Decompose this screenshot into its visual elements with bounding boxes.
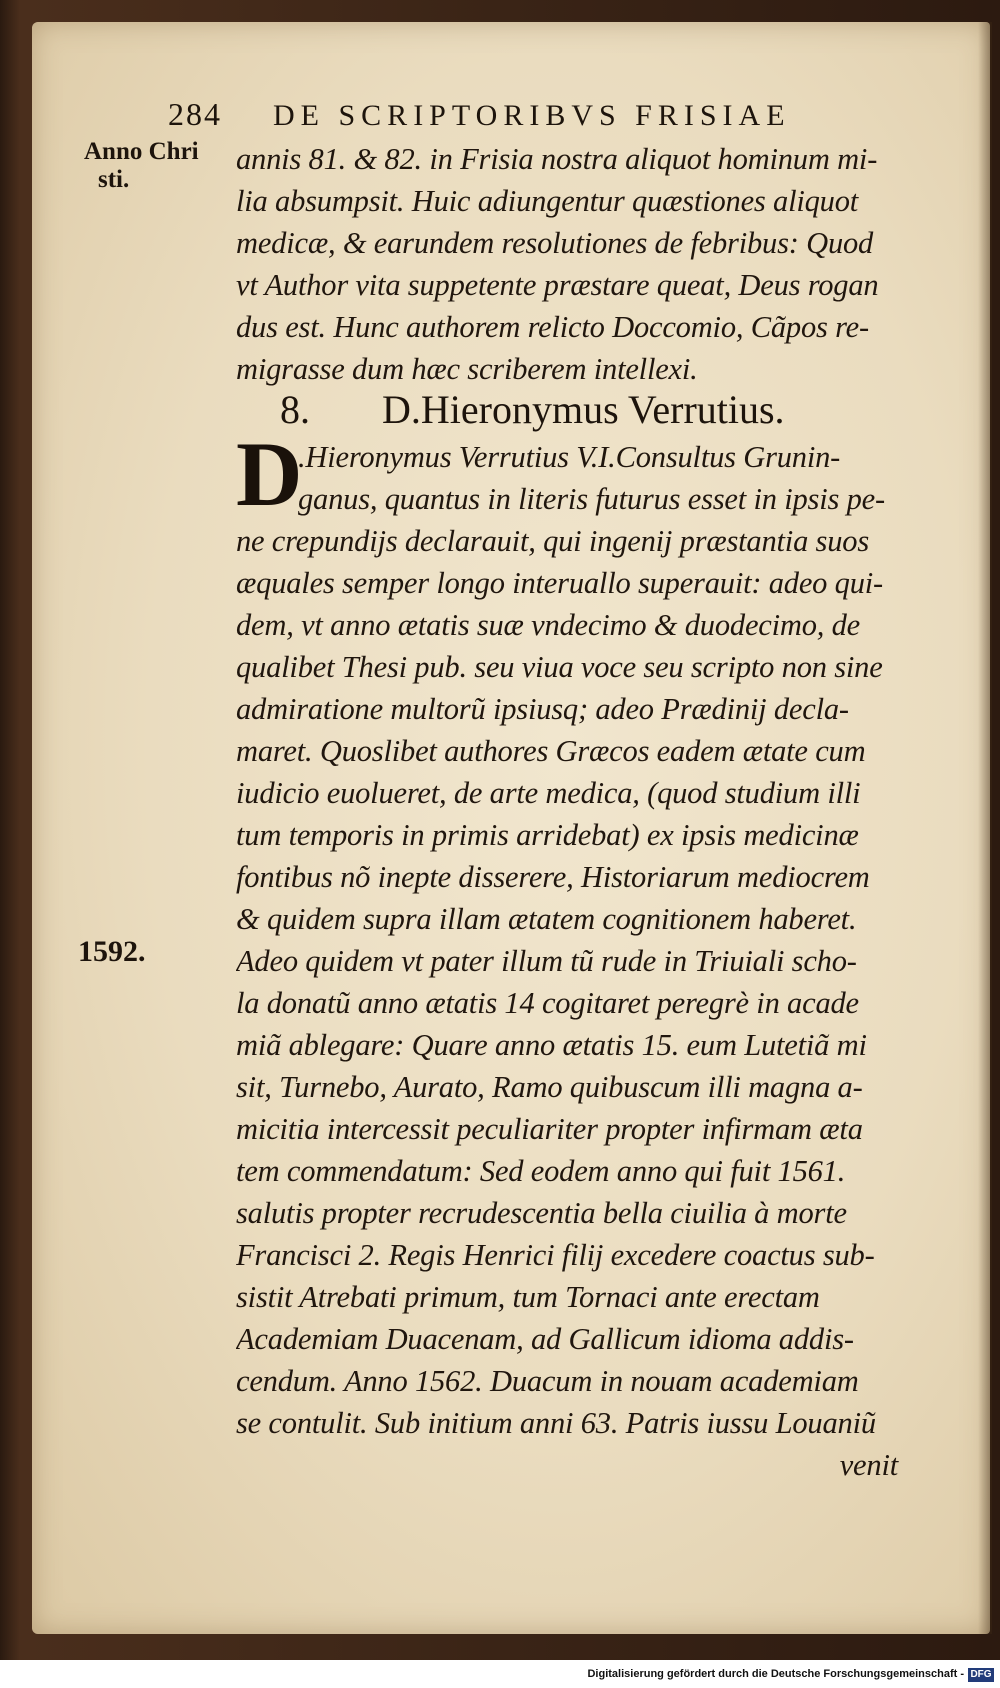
text-line: & quidem supra illam ætatem cognitionem haberet. [236, 902, 857, 936]
text-line: vt Author vita suppetente præstare queat, Deus rogan [236, 268, 879, 302]
text-line: Adeo quidem vt pater illum tũ rude in Triuiali scho- [236, 944, 857, 978]
text-line: la donatũ anno ætatis 14 cogitaret peregrè in acade [236, 986, 859, 1020]
text-line: ganus, quantus in literis futurus esset in ipsis pe- [298, 482, 885, 516]
page-number: 284 [168, 96, 222, 132]
marginal-note-year: 1592. [78, 935, 146, 968]
running-head [168, 96, 868, 133]
text-line: tum temporis in primis arridebat) ex ipsis medicinæ [236, 818, 859, 852]
text-line: annis 81. & 82. in Frisia nostra aliquot hominum mi- [236, 142, 878, 176]
text-line: migrasse dum hæc scriberem intellexi. [236, 352, 698, 386]
marginal-note-line: Anno Chri [84, 138, 199, 165]
paragraph-main [236, 436, 926, 1486]
section-title: D.Hieronymus Verrutius. [382, 387, 785, 432]
marginal-note-line: sti. [98, 166, 130, 193]
text-line: sit, Turnebo, Aurato, Ramo quibuscum illi magna a- [236, 1070, 863, 1104]
catchword: venit [839, 1448, 898, 1482]
text-line: Francisci 2. Regis Henrici filij excedere coactus sub- [236, 1238, 875, 1272]
text-line: tem commendatum: Sed eodem anno qui fuit 1561. [236, 1154, 846, 1188]
text-line: .Hieronymus Verrutius V.I.Consultus Grunin- [298, 440, 841, 474]
marginal-note-anno [84, 138, 214, 194]
text-line: qualibet Thesi pub. seu viua voce seu scripto non sine [236, 650, 883, 684]
section-heading [280, 386, 920, 434]
text-line: æquales semper longo interuallo superauit: adeo qui- [236, 566, 883, 600]
text-line: lia absumpsit. Huic adiungentur quæstiones aliquot [236, 184, 859, 218]
text-line: salutis propter recrudescentia bella ciuilia à morte [236, 1196, 847, 1230]
text-line: dus est. Hunc authorem relicto Doccomio, Cãpos re- [236, 310, 869, 344]
text-line: miã ablegare: Quare anno ætatis 15. eum Lutetiã mi [236, 1028, 867, 1062]
text-line: iudicio euolueret, de arte medica, (quod studium illi [236, 776, 861, 810]
drop-cap-initial: D [236, 423, 303, 525]
text-line: fontibus nõ inepte disserere, Historiarum mediocrem [236, 860, 870, 894]
section-number: 8. [280, 387, 310, 432]
footer-credit: Digitalisierung gefördert durch die Deutsche Forschungsgemeinschaft - [587, 1668, 964, 1680]
paragraph-top [236, 138, 926, 390]
dfg-logo: DFG [968, 1668, 994, 1682]
page-edge-shadow [978, 22, 992, 1634]
running-title: DE SCRIPTORIBVS FRISIAE [273, 99, 791, 132]
text-line: se contulit. Sub initium anni 63. Patris iussu Louaniũ [236, 1406, 876, 1440]
text-line: maret. Quoslibet authores Græcos eadem ætate cum [236, 734, 866, 768]
text-line: Academiam Duacenam, ad Gallicum idioma addis- [236, 1322, 854, 1356]
text-line: sistit Atrebati primum, tum Tornaci ante erectam [236, 1280, 820, 1314]
text-line: cendum. Anno 1562. Duacum in nouam academiam [236, 1364, 859, 1398]
text-line: medicæ, & earundem resolutiones de febribus: Quod [236, 226, 874, 260]
text-line: ne crepundijs declarauit, qui ingenij præstantia suos [236, 524, 869, 558]
text-line: micitia intercessit peculiariter propter infirmam æta [236, 1112, 863, 1146]
text-line: admiratione multorũ ipsiusq; adeo Prædinij decla- [236, 692, 849, 726]
digitization-footer [0, 1664, 1000, 1688]
text-line: dem, vt anno ætatis suæ vndecimo & duodecimo, de [236, 608, 861, 642]
